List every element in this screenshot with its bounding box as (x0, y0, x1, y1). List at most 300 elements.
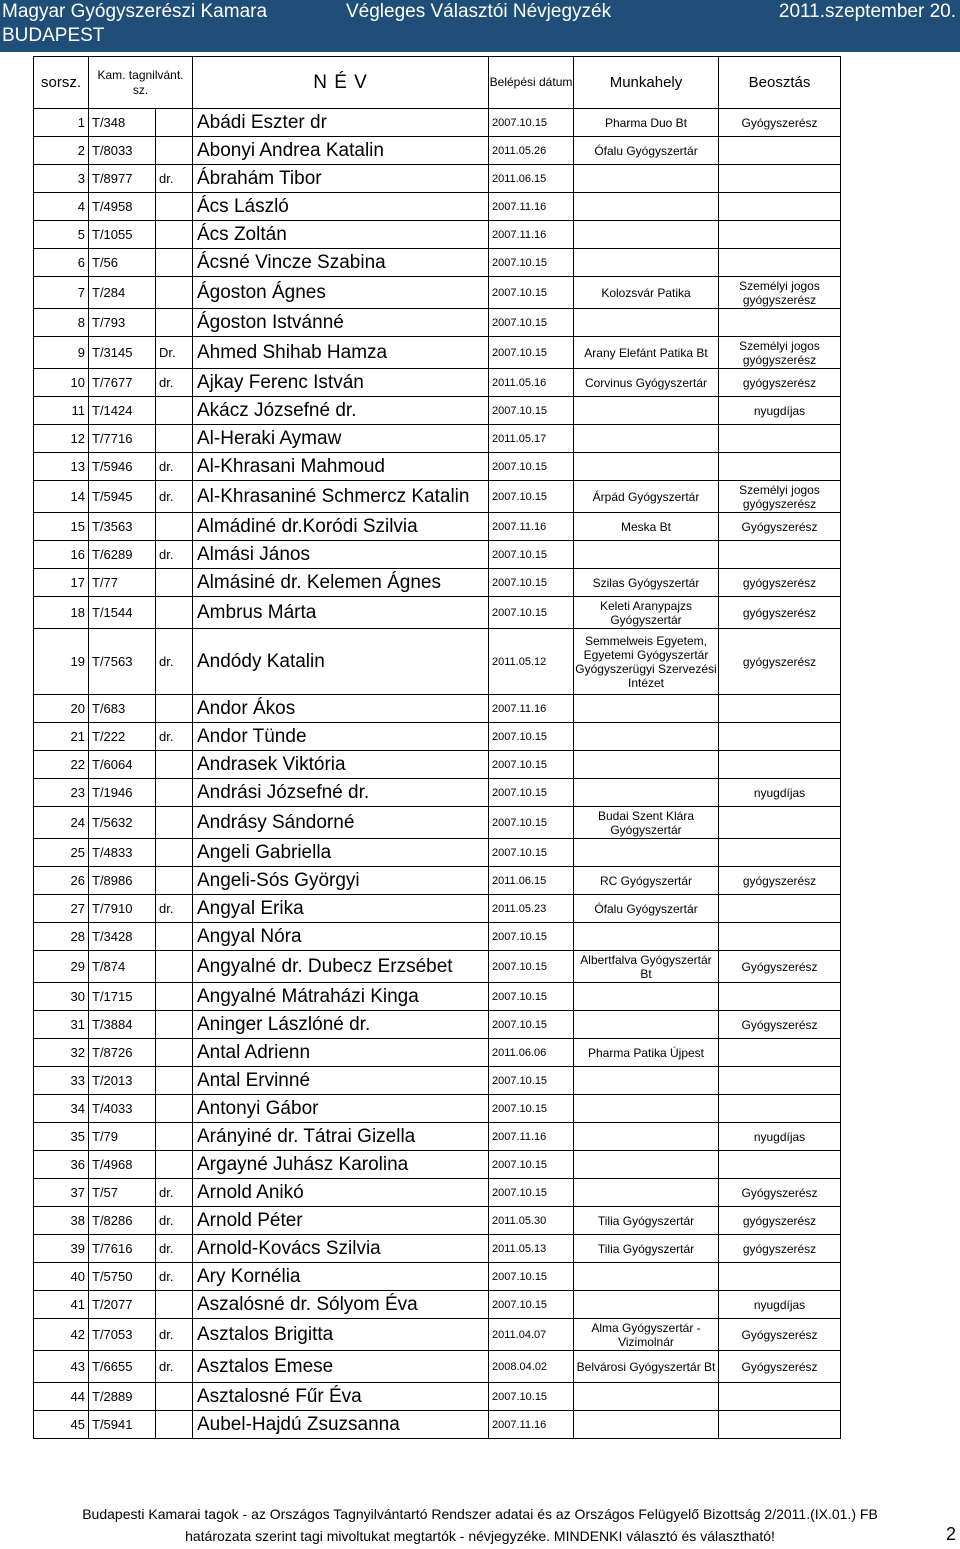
row-title (156, 309, 193, 337)
row-name: Abádi Eszter dr (193, 109, 489, 137)
row-name: Andor Ákos (193, 695, 489, 723)
row-workplace (574, 923, 719, 951)
row-name: Abonyi Andrea Katalin (193, 137, 489, 165)
row-date: 2011.04.07 (489, 1319, 574, 1351)
row-date: 2007.11.16 (489, 695, 574, 723)
row-name: Arnold Anikó (193, 1179, 489, 1207)
row-title (156, 951, 193, 983)
row-title: dr. (156, 895, 193, 923)
row-num: 32 (34, 1039, 89, 1067)
row-num: 6 (34, 249, 89, 277)
row-num: 14 (34, 481, 89, 513)
row-reg: T/3428 (89, 923, 156, 951)
row-workplace (574, 1383, 719, 1411)
row-title (156, 1067, 193, 1095)
row-title (156, 1123, 193, 1151)
row-reg: T/7053 (89, 1319, 156, 1351)
row-position: Gyógyszerész (719, 1011, 841, 1039)
row-reg: T/8986 (89, 867, 156, 895)
row-title: dr. (156, 165, 193, 193)
row-date: 2007.10.15 (489, 597, 574, 629)
row-reg: T/683 (89, 695, 156, 723)
row-name: Arnold Péter (193, 1207, 489, 1235)
row-position (719, 983, 841, 1011)
row-num: 10 (34, 369, 89, 397)
row-position: gyógyszerész (719, 1207, 841, 1235)
row-position (719, 923, 841, 951)
page-number: 2 (945, 1524, 956, 1544)
row-title (156, 513, 193, 541)
row-num: 11 (34, 397, 89, 425)
row-reg: T/7677 (89, 369, 156, 397)
row-date: 2007.10.15 (489, 839, 574, 867)
row-num: 25 (34, 839, 89, 867)
row-reg: T/3563 (89, 513, 156, 541)
row-date: 2007.10.15 (489, 277, 574, 309)
row-title: dr. (156, 1263, 193, 1291)
row-date: 2007.10.15 (489, 109, 574, 137)
row-reg: T/1946 (89, 779, 156, 807)
row-date: 2007.11.16 (489, 513, 574, 541)
row-date: 2011.05.17 (489, 425, 574, 453)
row-reg: T/5945 (89, 481, 156, 513)
row-name: Ágoston Ágnes (193, 277, 489, 309)
table-row (34, 337, 841, 369)
footer-line-2: határozata szerint tagi mivoltukat megtartók - névjegyzéke. MINDENKI választó és választható! (185, 1528, 775, 1544)
row-position (719, 221, 841, 249)
table-row (34, 221, 841, 249)
row-num: 20 (34, 695, 89, 723)
row-date: 2007.11.16 (489, 193, 574, 221)
row-workplace (574, 397, 719, 425)
row-position (719, 895, 841, 923)
row-name: Asztalos Brigitta (193, 1319, 489, 1351)
row-num: 8 (34, 309, 89, 337)
row-num: 42 (34, 1319, 89, 1351)
table-row (34, 695, 841, 723)
voter-table (33, 56, 841, 1439)
row-title (156, 193, 193, 221)
row-reg: T/222 (89, 723, 156, 751)
row-num: 35 (34, 1123, 89, 1151)
row-workplace (574, 1179, 719, 1207)
row-title (156, 397, 193, 425)
row-reg: T/8726 (89, 1039, 156, 1067)
row-position (719, 137, 841, 165)
row-name: Asztalos Emese (193, 1351, 489, 1383)
row-workplace (574, 751, 719, 779)
row-date: 2007.10.15 (489, 807, 574, 839)
row-num: 19 (34, 629, 89, 695)
row-position: Gyógyszerész (719, 109, 841, 137)
row-workplace: Pharma Patika Újpest (574, 1039, 719, 1067)
table-row (34, 1383, 841, 1411)
row-date: 2007.11.16 (489, 1411, 574, 1439)
row-title (156, 867, 193, 895)
table-row (34, 983, 841, 1011)
row-date: 2007.10.15 (489, 569, 574, 597)
row-date: 2011.05.23 (489, 895, 574, 923)
org-name: Magyar Gyógyszerészi Kamara (2, 1, 268, 22)
row-position (719, 1383, 841, 1411)
row-name: Akácz Józsefné dr. (193, 397, 489, 425)
table-row (34, 541, 841, 569)
row-reg: T/5632 (89, 807, 156, 839)
row-reg: T/2077 (89, 1291, 156, 1319)
table-row (34, 369, 841, 397)
row-name: Andrási Józsefné dr. (193, 779, 489, 807)
table-row (34, 1351, 841, 1383)
row-num: 2 (34, 137, 89, 165)
row-workplace: Tilia Gyógyszertár (574, 1235, 719, 1263)
row-title (156, 751, 193, 779)
row-title (156, 1411, 193, 1439)
row-name: Angyalné dr. Dubecz Erzsébet (193, 951, 489, 983)
row-date: 2007.10.15 (489, 1179, 574, 1207)
table-row (34, 923, 841, 951)
row-position (719, 193, 841, 221)
row-num: 26 (34, 867, 89, 895)
row-date: 2007.10.15 (489, 481, 574, 513)
page-header (0, 0, 960, 52)
row-name: Ács Zoltán (193, 221, 489, 249)
row-num: 13 (34, 453, 89, 481)
row-num: 1 (34, 109, 89, 137)
table-row (34, 895, 841, 923)
table-row (34, 1411, 841, 1439)
row-title (156, 1011, 193, 1039)
row-workplace (574, 165, 719, 193)
row-date: 2007.10.15 (489, 337, 574, 369)
col-header-joined: Belépési dátum (489, 57, 574, 109)
row-title (156, 779, 193, 807)
row-name: Aninger Lászlóné dr. (193, 1011, 489, 1039)
row-reg: T/4958 (89, 193, 156, 221)
row-date: 2011.06.06 (489, 1039, 574, 1067)
row-num: 43 (34, 1351, 89, 1383)
row-reg: T/6655 (89, 1351, 156, 1383)
row-reg: T/3145 (89, 337, 156, 369)
row-num: 23 (34, 779, 89, 807)
row-reg: T/8977 (89, 165, 156, 193)
table-row (34, 779, 841, 807)
table-row (34, 1151, 841, 1179)
row-position (719, 249, 841, 277)
row-position (719, 807, 841, 839)
row-date: 2011.06.15 (489, 165, 574, 193)
row-name: Almádiné dr.Koródi Szilvia (193, 513, 489, 541)
table-row (34, 951, 841, 983)
row-workplace: Pharma Duo Bt (574, 109, 719, 137)
row-reg: T/5750 (89, 1263, 156, 1291)
table-row (34, 277, 841, 309)
table-row (34, 839, 841, 867)
row-date: 2007.10.15 (489, 1067, 574, 1095)
row-num: 45 (34, 1411, 89, 1439)
row-workplace: Arany Elefánt Patika Bt (574, 337, 719, 369)
row-date: 2007.10.15 (489, 1011, 574, 1039)
row-position (719, 751, 841, 779)
row-date: 2007.10.15 (489, 951, 574, 983)
footer-line-1: Budapesti Kamarai tagok - az Országos Tagnyilvántartó Rendszer adatai és az Országos Felügyelő Bizottság 2/2011.(IX.01.) FB (82, 1506, 878, 1522)
row-position (719, 839, 841, 867)
table-row (34, 165, 841, 193)
row-reg: T/7910 (89, 895, 156, 923)
row-workplace: Belvárosi Gyógyszertár Bt (574, 1351, 719, 1383)
row-date: 2007.10.15 (489, 453, 574, 481)
row-workplace: Semmelweis Egyetem, Egyetemi Gyógyszertár Gyógyszerügyi Szervezési Intézet (574, 629, 719, 695)
row-date: 2007.10.15 (489, 779, 574, 807)
row-position: gyógyszerész (719, 1235, 841, 1263)
city-name: BUDAPEST (2, 25, 105, 46)
row-workplace (574, 453, 719, 481)
row-position: nyugdíjas (719, 397, 841, 425)
row-name: Ary Kornélia (193, 1263, 489, 1291)
row-name: Al-Khrasani Mahmoud (193, 453, 489, 481)
row-workplace (574, 1123, 719, 1151)
col-header-position: Beosztás (719, 57, 841, 109)
row-position: Gyógyszerész (719, 513, 841, 541)
row-position: Gyógyszerész (719, 1179, 841, 1207)
footer (0, 1503, 960, 1547)
row-reg: T/7616 (89, 1235, 156, 1263)
row-title (156, 983, 193, 1011)
row-date: 2007.10.15 (489, 723, 574, 751)
row-num: 37 (34, 1179, 89, 1207)
row-name: Angyalné Mátraházi Kinga (193, 983, 489, 1011)
row-position (719, 723, 841, 751)
row-workplace (574, 983, 719, 1011)
row-position: gyógyszerész (719, 597, 841, 629)
table-row (34, 723, 841, 751)
row-title (156, 109, 193, 137)
row-name: Arányiné dr. Tátrai Gizella (193, 1123, 489, 1151)
row-position: Személyi jogos gyógyszerész (719, 337, 841, 369)
row-workplace (574, 425, 719, 453)
row-num: 9 (34, 337, 89, 369)
row-name: Antal Ervinné (193, 1067, 489, 1095)
row-num: 7 (34, 277, 89, 309)
row-num: 28 (34, 923, 89, 951)
row-title (156, 807, 193, 839)
table-row (34, 249, 841, 277)
row-name: Ajkay Ferenc István (193, 369, 489, 397)
row-date: 2011.06.15 (489, 867, 574, 895)
table-row (34, 137, 841, 165)
row-title: dr. (156, 481, 193, 513)
table-row (34, 109, 841, 137)
row-title (156, 569, 193, 597)
table-row (34, 751, 841, 779)
row-name: Asztalosné Fűr Éva (193, 1383, 489, 1411)
row-position (719, 309, 841, 337)
row-name: Ágoston Istvánné (193, 309, 489, 337)
row-reg: T/1055 (89, 221, 156, 249)
row-num: 31 (34, 1011, 89, 1039)
row-position: Személyi jogos gyógyszerész (719, 277, 841, 309)
row-title (156, 923, 193, 951)
row-name: Antal Adrienn (193, 1039, 489, 1067)
row-title (156, 1383, 193, 1411)
col-header-num: sorsz. (34, 57, 89, 109)
row-position (719, 1263, 841, 1291)
row-reg: T/2013 (89, 1067, 156, 1095)
row-title: dr. (156, 1207, 193, 1235)
row-num: 36 (34, 1151, 89, 1179)
row-position (719, 1095, 841, 1123)
row-num: 18 (34, 597, 89, 629)
row-reg: T/57 (89, 1179, 156, 1207)
row-workplace: Meska Bt (574, 513, 719, 541)
row-title (156, 597, 193, 629)
row-workplace (574, 1095, 719, 1123)
row-date: 2007.10.15 (489, 1095, 574, 1123)
row-reg: T/4833 (89, 839, 156, 867)
row-name: Al-Khrasaniné Schmercz Katalin (193, 481, 489, 513)
row-reg: T/1544 (89, 597, 156, 629)
table-row (34, 453, 841, 481)
table-row (34, 1123, 841, 1151)
row-title (156, 249, 193, 277)
row-reg: T/7716 (89, 425, 156, 453)
row-reg: T/3884 (89, 1011, 156, 1039)
row-position: nyugdíjas (719, 1123, 841, 1151)
row-position (719, 1411, 841, 1439)
table-header-row (34, 57, 841, 109)
row-workplace (574, 309, 719, 337)
row-num: 17 (34, 569, 89, 597)
row-reg: T/8286 (89, 1207, 156, 1235)
row-num: 3 (34, 165, 89, 193)
row-num: 34 (34, 1095, 89, 1123)
table-row (34, 1291, 841, 1319)
table-row (34, 481, 841, 513)
row-title: dr. (156, 1319, 193, 1351)
row-workplace: Árpád Gyógyszertár (574, 481, 719, 513)
row-reg: T/6064 (89, 751, 156, 779)
row-workplace (574, 1291, 719, 1319)
row-date: 2008.04.02 (489, 1351, 574, 1383)
row-title (156, 425, 193, 453)
row-name: Ácsné Vincze Szabina (193, 249, 489, 277)
row-workplace (574, 723, 719, 751)
row-reg: T/4033 (89, 1095, 156, 1123)
row-num: 4 (34, 193, 89, 221)
row-num: 41 (34, 1291, 89, 1319)
row-title: dr. (156, 1235, 193, 1263)
row-date: 2007.10.15 (489, 1151, 574, 1179)
row-workplace (574, 541, 719, 569)
row-num: 30 (34, 983, 89, 1011)
table-row (34, 1235, 841, 1263)
row-num: 24 (34, 807, 89, 839)
row-name: Angeli Gabriella (193, 839, 489, 867)
row-workplace: Kolozsvár Patika (574, 277, 719, 309)
row-reg: T/7563 (89, 629, 156, 695)
row-reg: T/284 (89, 277, 156, 309)
row-reg: T/2889 (89, 1383, 156, 1411)
row-name: Ambrus Márta (193, 597, 489, 629)
row-position: gyógyszerész (719, 629, 841, 695)
col-header-reg: Kam. tagnilvánt. sz. (89, 57, 193, 109)
row-workplace: Ófalu Gyógyszertár (574, 137, 719, 165)
row-reg: T/5946 (89, 453, 156, 481)
row-name: Almásiné dr. Kelemen Ágnes (193, 569, 489, 597)
row-name: Ábrahám Tibor (193, 165, 489, 193)
row-name: Angeli-Sós Györgyi (193, 867, 489, 895)
row-num: 29 (34, 951, 89, 983)
table-row (34, 1319, 841, 1351)
row-position: gyógyszerész (719, 867, 841, 895)
row-name: Argayné Juhász Karolina (193, 1151, 489, 1179)
row-position: gyógyszerész (719, 569, 841, 597)
row-num: 22 (34, 751, 89, 779)
row-workplace: Keleti Aranypajzs Gyógyszertár (574, 597, 719, 629)
row-title (156, 1291, 193, 1319)
table-row (34, 193, 841, 221)
row-workplace (574, 1011, 719, 1039)
row-reg: T/77 (89, 569, 156, 597)
table-row (34, 1179, 841, 1207)
row-date: 2007.10.15 (489, 923, 574, 951)
row-position: Személyi jogos gyógyszerész (719, 481, 841, 513)
table-row (34, 569, 841, 597)
table-row (34, 807, 841, 839)
row-workplace: Ófalu Gyógyszertár (574, 895, 719, 923)
row-position: nyugdíjas (719, 1291, 841, 1319)
row-workplace (574, 1151, 719, 1179)
row-name: Angyal Nóra (193, 923, 489, 951)
row-workplace (574, 1411, 719, 1439)
row-date: 2007.11.16 (489, 1123, 574, 1151)
col-header-workplace: Munkahely (574, 57, 719, 109)
row-workplace: RC Gyógyszertár (574, 867, 719, 895)
table-row (34, 513, 841, 541)
row-date: 2011.05.16 (489, 369, 574, 397)
row-workplace (574, 779, 719, 807)
row-position (719, 1039, 841, 1067)
row-num: 27 (34, 895, 89, 923)
row-title: dr. (156, 1179, 193, 1207)
row-name: Arnold-Kovács Szilvia (193, 1235, 489, 1263)
row-name: Ahmed Shihab Hamza (193, 337, 489, 369)
document-title: Végleges Választói Névjegyzék (346, 1, 612, 22)
row-title (156, 221, 193, 249)
row-workplace: Szilas Gyógyszertár (574, 569, 719, 597)
row-name: Andrasek Viktória (193, 751, 489, 779)
row-title: dr. (156, 541, 193, 569)
row-date: 2007.10.15 (489, 1291, 574, 1319)
row-date: 2011.05.13 (489, 1235, 574, 1263)
row-workplace: Alma Gyógyszertár - Vizimolnár (574, 1319, 719, 1351)
row-position (719, 1151, 841, 1179)
row-position: Gyógyszerész (719, 951, 841, 983)
row-title (156, 277, 193, 309)
row-date: 2007.10.15 (489, 249, 574, 277)
row-name: Andódy Katalin (193, 629, 489, 695)
row-num: 39 (34, 1235, 89, 1263)
row-reg: T/5941 (89, 1411, 156, 1439)
table-row (34, 1011, 841, 1039)
row-name: Almási János (193, 541, 489, 569)
table-row (34, 597, 841, 629)
row-position (719, 695, 841, 723)
table-row (34, 1095, 841, 1123)
row-name: Andor Tünde (193, 723, 489, 751)
row-position: gyógyszerész (719, 369, 841, 397)
row-date: 2011.05.26 (489, 137, 574, 165)
row-date: 2007.11.16 (489, 221, 574, 249)
